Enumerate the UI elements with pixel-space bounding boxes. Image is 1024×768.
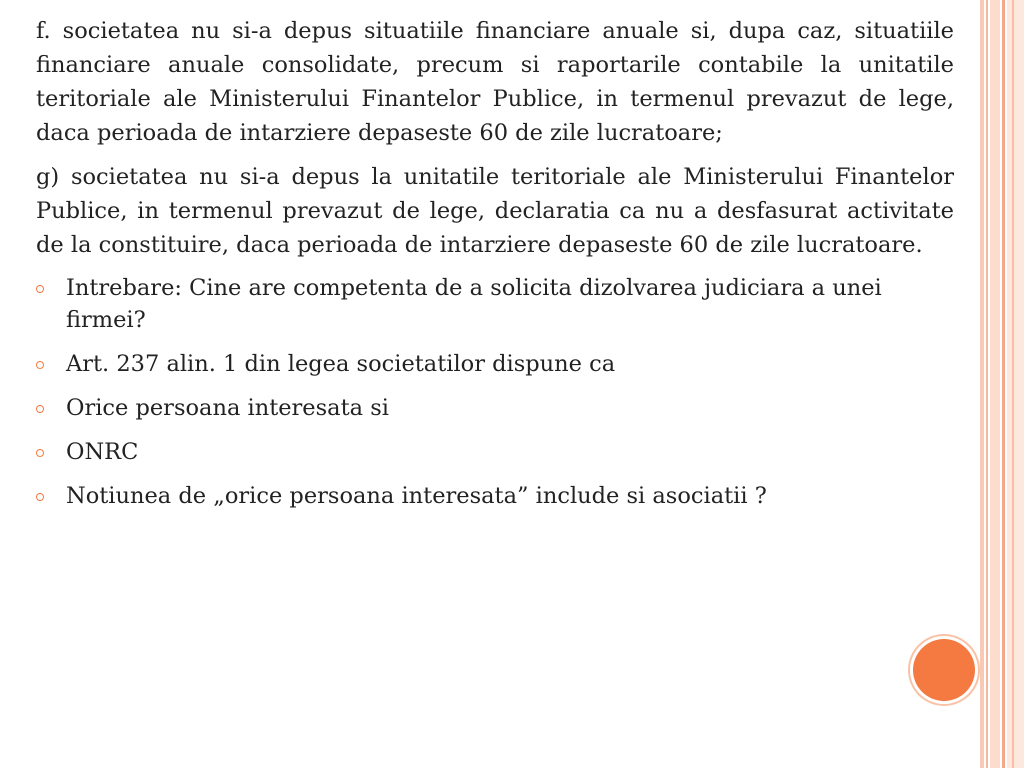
decorative-band <box>1012 0 1014 768</box>
bullet-text: Intrebare: Cine are competenta de a solicita dizolvarea judiciara a unei firmei? <box>66 275 882 333</box>
decorative-band <box>990 0 1000 768</box>
bullet-text: Notiunea de „orice persoana interesata” include si asociatii ? <box>66 483 767 509</box>
bullet-text: Orice persoana interesata si <box>66 395 389 421</box>
bullet-circle-icon <box>36 493 44 501</box>
paragraph-f: f. societatea nu si-a depus situatiile financiare anuale si, dupa caz, situatiile financiare anuale consolidate, precum si raportarile contabile la unitatile teritoriale ale Ministerului Finantelor Publice, in termenul prevazut de lege, daca perioada de intarziere depaseste 60 de zile lucratoare; <box>36 18 954 146</box>
decorative-band <box>980 0 984 768</box>
decorative-band <box>1002 0 1005 768</box>
bullet-text: ONRC <box>66 439 139 465</box>
bullet-circle-icon <box>36 405 44 413</box>
slide-content <box>36 14 954 524</box>
bullet-circle-icon <box>36 449 44 457</box>
paragraph-g: g) societatea nu si-a depus la unitatile teritoriale ale Ministerului Finantelor Publice, in termenul prevazut de lege, declaratia ca nu a desfasurat activitate de la constituire, daca perioada de intarziere depaseste 60 de zile lucratoare. <box>36 164 954 258</box>
bullet-list <box>36 272 954 512</box>
decorative-band <box>1007 0 1024 768</box>
bullet-item-onrc <box>36 436 954 468</box>
bullet-circle-icon <box>36 361 44 369</box>
bullet-item-article <box>36 348 954 380</box>
bullet-item-interested-party <box>36 392 954 424</box>
bullet-circle-icon <box>36 285 44 293</box>
bullet-item-associates <box>36 480 954 512</box>
decorative-circle <box>913 639 975 701</box>
bullet-text: Art. 237 alin. 1 din legea societatilor dispune ca <box>66 351 616 377</box>
bullet-item-question <box>36 272 954 336</box>
decorative-band <box>986 0 988 768</box>
